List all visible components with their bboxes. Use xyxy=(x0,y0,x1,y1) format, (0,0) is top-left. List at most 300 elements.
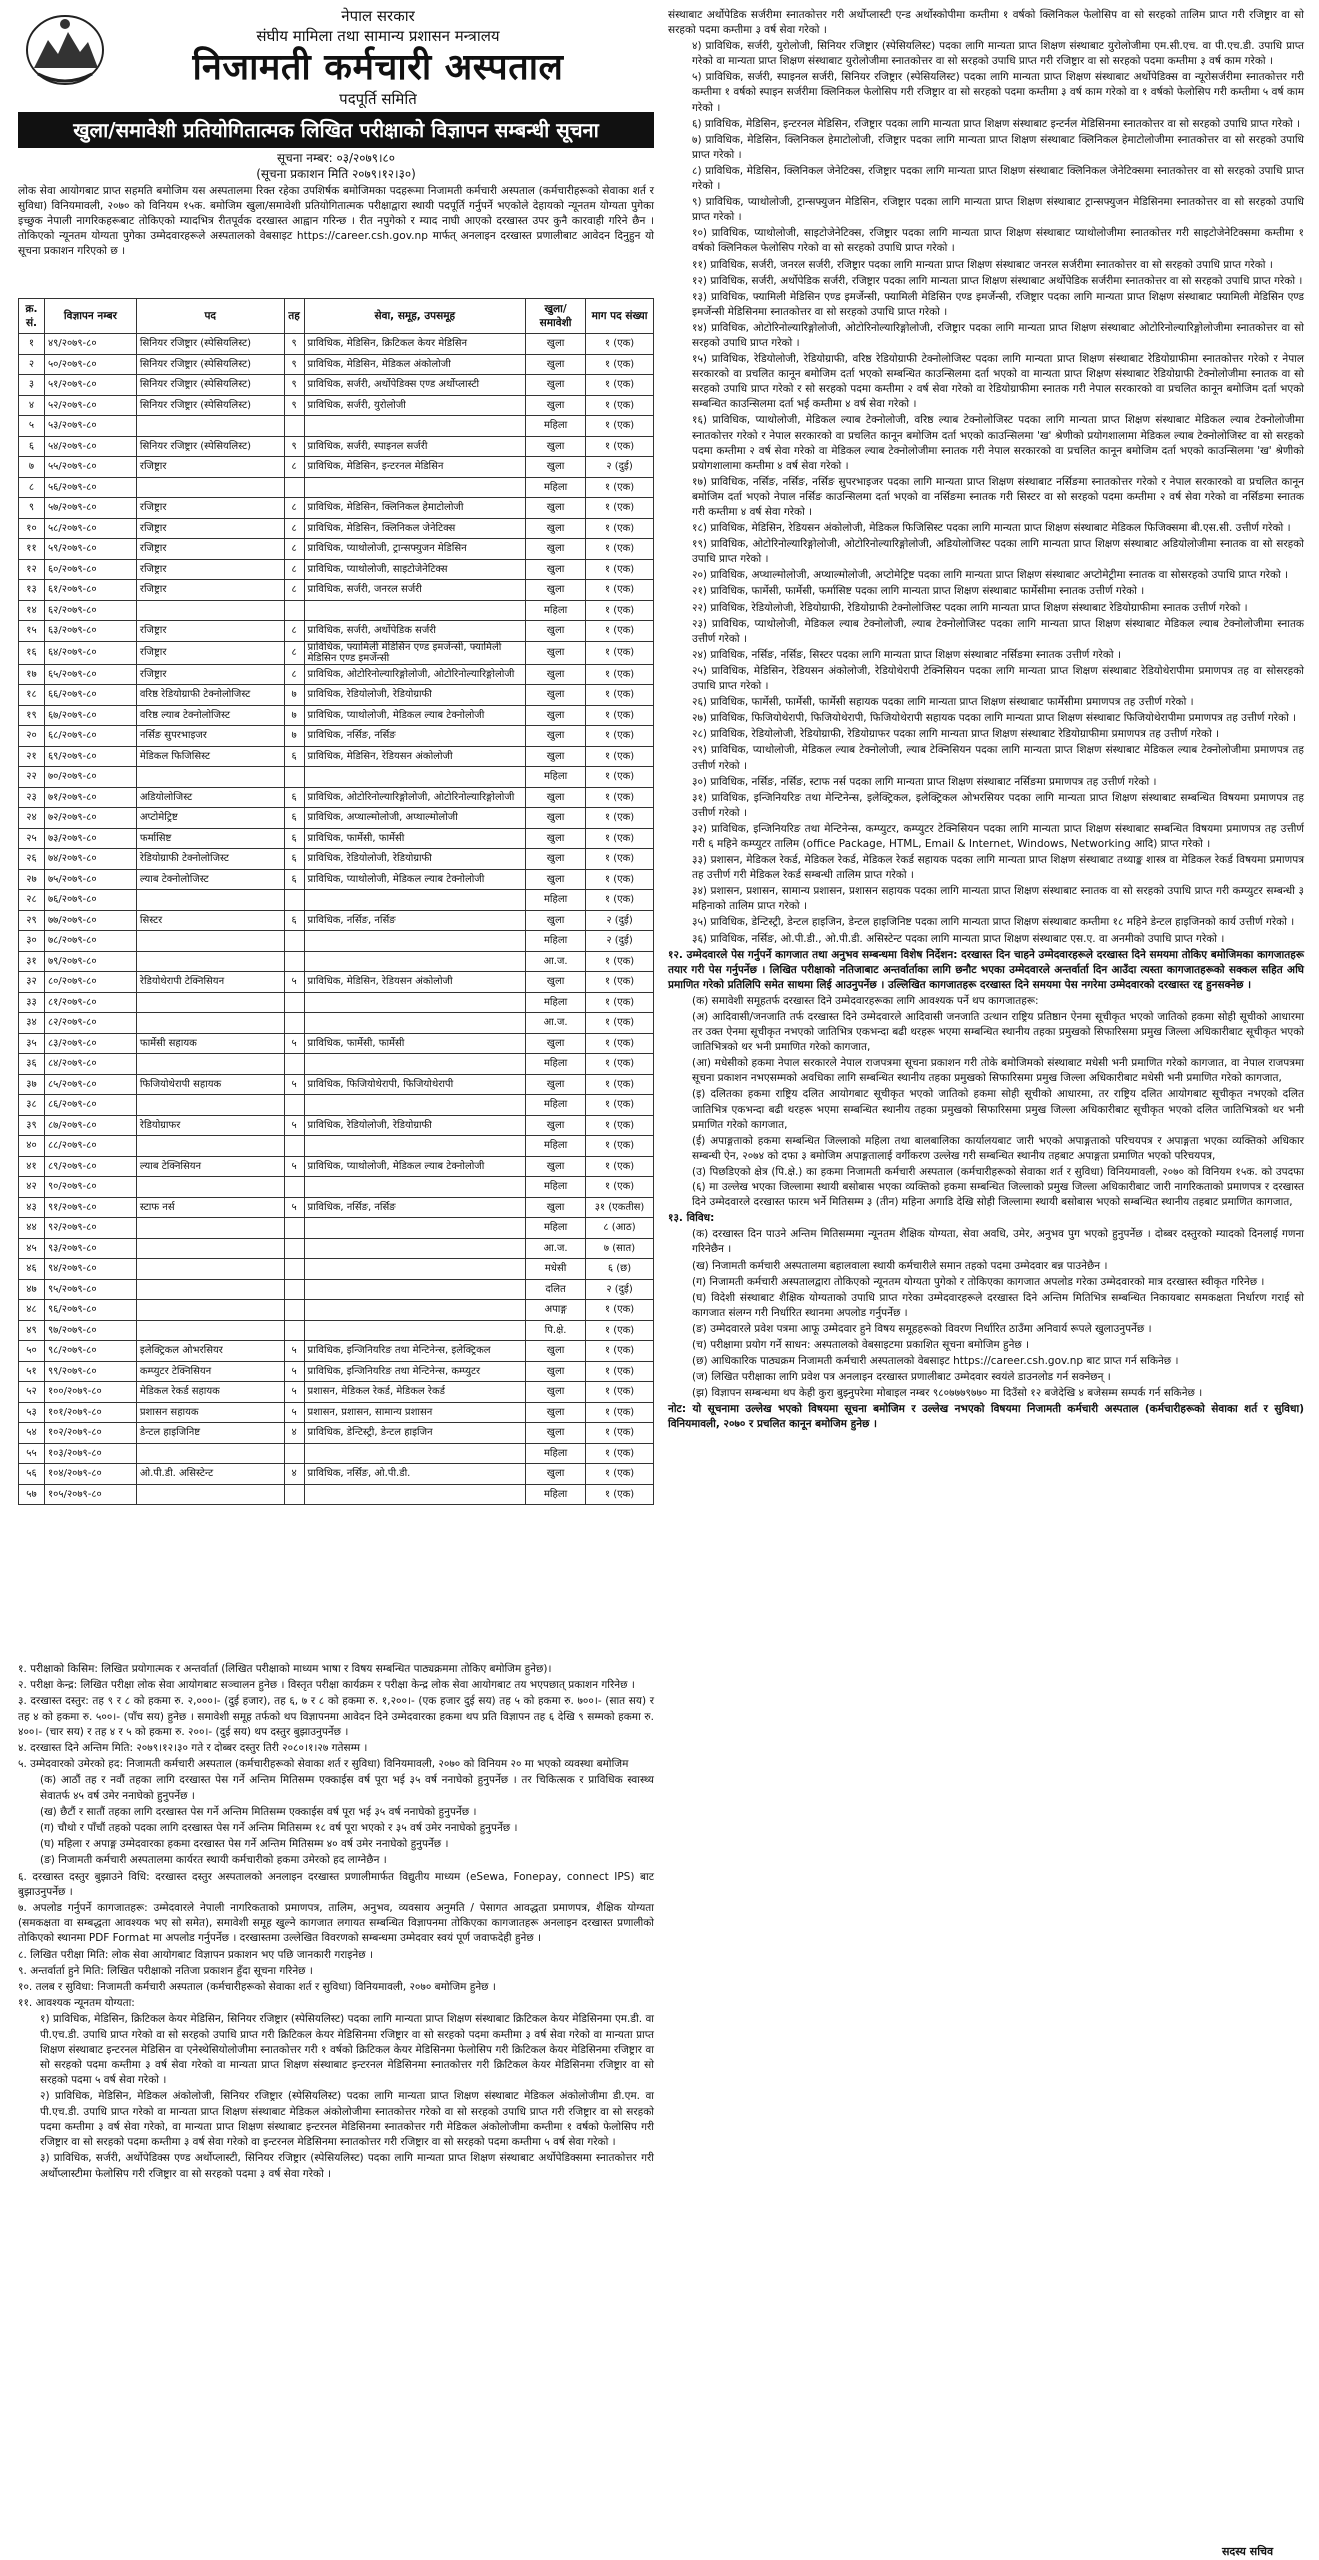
table-cell: अप्टोमेट्रिष्ट xyxy=(136,808,284,829)
left-section-paragraph: २) प्राविधिक, मेडिसिन, मेडिकल अंकोलोजी, सिनियर रजिष्ट्रार (स्पेसियलिस्ट) पदका लागि मान्यता प्राप्त शिक्षण संस्थाबाट मेडिकल अंकोलोजीमा डी.एम. वा पी.एच.डी. उपाधि प्राप्त गरेको वा मान्यता प्राप्त शिक्षण संस्थाबाट मेडिकल अंकोलोजीमा स्नातकोत्तर गरेको वा सो सरहको उपाधि प्राप्त गरी रजिष्ट्रार वा सो सरहको पदमा कम्तीमा ३ वर्ष सेवा गरेको, वा मान्यता प्राप्त शिक्षण संस्थाबाट इन्टरनल मेडिसिनमा स्नातकोत्तर गरी मेडिकल अंकोलोजीमा कम्तीमा १ वर्षको फेलोसिप गरी रजिष्ट्रार वा सो सरहको पदमा कम्तीमा ३ वर्ष सेवा गरेको वा इन्टरनल मेडिसिनमा स्नातकोत्तर गरी रजिष्ट्रार वा सो सरहको पदमा कम्तीमा ५ वर्ष सेवा गरेको । xyxy=(40,2090,654,2149)
table-cell: प्राविधिक, नर्सिङ, नर्सिङ xyxy=(304,1197,526,1218)
table-cell: १ (एक) xyxy=(586,951,654,972)
table-row xyxy=(19,685,654,706)
table-cell: खुला xyxy=(526,539,586,560)
table-cell: १ (एक) xyxy=(586,1177,654,1198)
table-cell: रजिष्ट्रार xyxy=(136,664,284,685)
table-cell xyxy=(304,951,526,972)
table-cell: १०१/२०७९-८० xyxy=(44,1402,136,1423)
right-section-paragraph: १६) प्राविधिक, प्याथोलोजी, मेडिकल ल्याब टेक्नोलोजी, वरिष्ठ ल्याब टेक्नोलोजिस्ट पदका लागि मान्यता प्राप्त शिक्षण संस्थाबाट मेडिकल ल्याब टेक्नोलोजीमा स्नातकोत्तर गरेको र नेपाल सरकारको वा प्रचलित कानून बमोजिम दर्ता भएको काउन्सिलमा 'ख' श्रेणीको प्रयोगशालामा मेडिकल ल्याब टेक्नोलोजिस्ट वा सो सरहको पदमा कम्तीमा २ वर्ष सेवा गरेको वा मेडिकल ल्याब टेक्नोलोजीमा स्नातक गरी नेपाल सरकारको वा प्रचलित कानून बमोजिम दर्ता भएको काउन्सिलमा 'ख' श्रेणीको प्रयोगशालामा कम्तीमा ४ वर्ष सेवा गरेको । xyxy=(692,414,1304,472)
right-section-paragraph: २५) प्राविधिक, मेडिसिन, रेडियसन अंकोलोजी, रेडियोथेरापी टेक्निसियन पदका लागि मान्यता प्राप्त शिक्षण संस्थाबाट रेडियोथेरापीमा प्रमाणपत्र तह वा सोसरहको उपाधि प्राप्त गरेको । xyxy=(692,664,1304,693)
table-row xyxy=(19,1054,654,1075)
left-section-paragraph: ११. आवश्यक न्यूनतम योग्यता: xyxy=(18,1997,135,2010)
col-header: सेवा, समूह, उपसमूह xyxy=(304,299,526,334)
table-cell: ५७ xyxy=(19,1484,45,1505)
table-row xyxy=(19,1361,654,1382)
table-cell: ५६/२०७९-८० xyxy=(44,477,136,498)
table-cell xyxy=(304,931,526,952)
table-row xyxy=(19,910,654,931)
table-cell: ८३/२०७९-८० xyxy=(44,1033,136,1054)
table-cell: ५२/२०७९-८० xyxy=(44,395,136,416)
table-cell: १ (एक) xyxy=(586,1464,654,1485)
right-section-paragraph: २९) प्राविधिक, प्याथोलोजी, मेडिकल ल्याब टेक्नोलोजी, ल्याब टेक्निसियन पदका लागि मान्यता प्राप्त शिक्षण संस्थाबाट मेडिकल ल्याब टेक्नोलोजीमा प्रमाणपत्र तह उत्तीर्ण गरेको । xyxy=(692,744,1304,772)
right-section-paragraph: ३२) प्राविधिक, इन्जिनियरिङ तथा मेन्टिनेन्स, कम्प्युटर, कम्प्युटर टेक्निसियन पदका लागि मान्यता प्राप्त शिक्षण संस्थाबाट सम्बन्धित विषयमा प्रमाणपत्र तह उत्तीर्ण गरी ६ महिने कम्प्युटर तालिम (office Package, HTML, Email & Internet, Windows, Networking आदि) प्राप्त गरेको । xyxy=(692,822,1304,850)
table-cell: ६९/२०७९-८० xyxy=(44,746,136,767)
table-cell: ५० xyxy=(19,1341,45,1362)
table-cell: खुला xyxy=(526,1033,586,1054)
table-cell xyxy=(136,931,284,952)
table-cell: फिजियोथेरापी सहायक xyxy=(136,1074,284,1095)
table-cell: प्राविधिक, फ्यामिली मेडिसिन एण्ड इमर्जेन्सी, फ्यामिली मेडिसिन एण्ड इमर्जेन्सी xyxy=(304,641,526,664)
right-section-paragraph: १२) प्राविधिक, सर्जरी, अर्थोपेडिक सर्जरी, रजिष्ट्रार पदका लागि मान्यता प्राप्त शिक्षण संस्थाबाट अर्थोपेडिक सर्जरीमा स्नातकोत्तर वा सो सरहको उपाधि प्राप्त गरेको । xyxy=(692,274,1303,287)
table-cell: प्राविधिक, नर्सिङ, ओ.पी.डी. xyxy=(304,1464,526,1485)
table-cell: २६ xyxy=(19,849,45,870)
table-cell: ४८ xyxy=(19,1300,45,1321)
table-cell: १ (एक) xyxy=(586,580,654,601)
table-cell: ५ xyxy=(284,1074,304,1095)
right-section-paragraph: २४) प्राविधिक, नर्सिङ, नर्सिङ, सिस्टर पदका लागि मान्यता प्राप्त शिक्षण संस्थाबाट नर्सिङमा स्नातक उत्तीर्ण गरेको । xyxy=(692,648,1121,661)
table-row xyxy=(19,808,654,829)
table-cell: महिला xyxy=(526,767,586,788)
table-cell: ३९ xyxy=(19,1115,45,1136)
table-cell: १०३/२०७९-८० xyxy=(44,1443,136,1464)
table-row xyxy=(19,890,654,911)
table-cell: प्राविधिक, इन्जिनियरिङ तथा मेन्टिनेन्स, कम्प्युटर xyxy=(304,1361,526,1382)
right-section-paragraph: (क) समावेशी समूहतर्फ दरखास्त दिने उम्मेदवारहरूका लागि आवश्यक पर्ने थप कागजातहरू: xyxy=(692,994,1039,1007)
col-header: माग पद संख्या xyxy=(586,299,654,334)
right-section-paragraph: ५) प्राविधिक, सर्जरी, स्पाइनल सर्जरी, सिनियर रजिष्ट्रार (स्पेसियलिस्ट) पदका लागि मान्यता प्राप्त शिक्षण संस्थाबाट अर्थोपेडिक्स वा न्यूरोसर्जरीमा स्नातकोत्तर गरी कम्तीमा १ वर्षको स्पाइन सर्जरीमा क्लिनिकल फेलोसिप गरी रजिष्ट्रार वा सो सरहको पदमा कम्तीमा ३ वर्ष काम गरेको वा १ वर्षको फेलोसिप गरी कम्तीमा ५ वर्ष काम गरेको । xyxy=(692,71,1304,114)
table-cell: प्राविधिक, मेडिसिन, रेडियसन अंकोलोजी xyxy=(304,972,526,993)
table-cell: ६ xyxy=(284,869,304,890)
right-section-paragraph: ७) प्राविधिक, मेडिसिन, क्लिनिकल हेमाटोलोजी, रजिष्ट्रार पदका लागि मान्यता प्राप्त शिक्षण संस्थाबाट क्लिनिकल हेमाटोलोजीमा स्नातकोत्तर वा सो सरहको उपाधि प्राप्त गरेको । xyxy=(692,133,1304,161)
table-cell: १ (एक) xyxy=(586,1033,654,1054)
table-cell xyxy=(136,1054,284,1075)
table-row xyxy=(19,972,654,993)
table-cell: ६८/२०७९-८० xyxy=(44,726,136,747)
table-cell: ५४/२०७९-८० xyxy=(44,436,136,457)
table-cell: ६०/२०७९-८० xyxy=(44,559,136,580)
table-cell xyxy=(136,1013,284,1034)
table-cell xyxy=(136,600,284,621)
table-cell xyxy=(284,416,304,437)
table-cell: ५ xyxy=(284,1156,304,1177)
table-cell: रजिष्ट्रार xyxy=(136,457,284,478)
right-section-paragraph: ३५) प्राविधिक, डेन्टिस्ट्री, डेन्टल हाइजिन, डेन्टल हाइजिनिष्ट पदका लागि मान्यता प्राप्त शिक्षण संस्थाबाट कम्तीमा १८ महिने डेन्टल हाइजिनको कार्य उत्तीर्ण गरेको । xyxy=(692,916,1295,929)
table-cell: १ (एक) xyxy=(586,787,654,808)
table-cell: २३ xyxy=(19,787,45,808)
table-cell: खुला xyxy=(526,375,586,396)
table-cell: खुला xyxy=(526,436,586,457)
table-cell: महिला xyxy=(526,1054,586,1075)
table-cell xyxy=(304,600,526,621)
posts-table-body xyxy=(19,334,654,1505)
table-cell: खुला xyxy=(526,1074,586,1095)
table-cell xyxy=(284,1013,304,1034)
table-cell: प्राविधिक, प्याथोलोजी, ट्रान्सफ्युजन मेडिसिन xyxy=(304,539,526,560)
right-section-paragraph: ९) प्राविधिक, प्याथोलोजी, ट्रान्सफ्युजन मेडिसिन, रजिष्ट्रार पदका लागि मान्यता प्राप्त शिक्षण संस्थाबाट ट्रान्सफ्युजन मेडिसिनमा स्नातकोत्तर वा सो सरहको उपाधि प्राप्त गरेको । xyxy=(692,196,1304,224)
left-section-paragraph: २. परीक्षा केन्द्र: लिखित परीक्षा लोक सेवा आयोगबाट सञ्चालन हुनेछ । विस्तृत परीक्षा कार्यक्रम र परीक्षा केन्द्र लोक सेवा आयोगबाट तय भएपछात् प्रकाशन गरिनेछ । xyxy=(18,1679,635,1692)
left-section-paragraph: १०. तलब र सुविधा: निजामती कर्मचारी अस्पताल (कर्मचारीहरूको सेवाका शर्त र सुविधा) विनियमावली, २०७० बमोजिम हुनेछ । xyxy=(18,1981,496,1994)
table-cell: कम्प्युटर टेक्निसियन xyxy=(136,1361,284,1382)
table-cell: प्राविधिक, मेडिसिन, मेडिकल अंकोलोजी xyxy=(304,354,526,375)
left-section-paragraph: ७. अपलोड गर्नुपर्ने कागजातहरू: उम्मेदवारले नेपाली नागरिकताको प्रमाणपत्र, तालिम, अनुभव, व्यवसाय अनुमति / पेसागत आवद्धता प्रमाणपत्र, शैक्षिक योग्यता (समकक्षता वा सम्बद्धता आवश्यक भए सो समेत), समावेशी समूह खुल्ने कागजात लगायत सम्बन्धित विज्ञापनमा तोकिएका कागजातहरू अनलाइन दरखास्त प्रणालीको तोकिएको स्थानमा PDF Format मा अपलोड गर्नुपर्नेछ । दरखास्तमा उल्लेखित विवरणको सम्बन्धमा उम्मेदवार स्वयं पूर्ण जवाफदेही हुनेछ । xyxy=(18,1902,654,1945)
table-cell: १०५/२०७९-८० xyxy=(44,1484,136,1505)
table-cell: फर्मासिष्ट xyxy=(136,828,284,849)
table-cell: महिला xyxy=(526,600,586,621)
table-cell: डेन्टल हाइजिनिष्ट xyxy=(136,1423,284,1444)
table-cell: ७१/२०७९-८० xyxy=(44,787,136,808)
table-cell: ३७ xyxy=(19,1074,45,1095)
table-cell: ७८/२०७९-८० xyxy=(44,931,136,952)
table-cell: १ (एक) xyxy=(586,1320,654,1341)
right-section-paragraph: (झ) विज्ञापन सम्बन्धमा थप केही कुरा बुझ्नुपरेमा मोबाइल नम्बर ९८०७७७९७७० मा दिउँसो १२ बजेदेखि ४ बजेसम्म सम्पर्क गर्न सकिनेछ । xyxy=(692,1387,1203,1400)
table-row xyxy=(19,787,654,808)
table-cell: १८ xyxy=(19,685,45,706)
table-cell: प्राविधिक, सर्जरी, अर्थोपेडिक सर्जरी xyxy=(304,621,526,642)
table-cell: ५७/२०७९-८० xyxy=(44,498,136,519)
table-cell: ८ xyxy=(284,498,304,519)
table-cell: १२ xyxy=(19,559,45,580)
table-cell: १ (एक) xyxy=(586,685,654,706)
left-section-paragraph: (ङ) निजामती कर्मचारी अस्पतालमा कार्यरत स्थायी कर्मचारीको हकमा उमेरको हद लाग्नेछैन । xyxy=(40,1854,387,1867)
table-cell: प्राविधिक, प्याथोलोजी, मेडिकल ल्याब टेक्नोलोजी xyxy=(304,869,526,890)
table-cell xyxy=(304,767,526,788)
table-cell: खुला xyxy=(526,869,586,890)
table-cell: ४४ xyxy=(19,1218,45,1239)
table-cell: प्राविधिक, सर्जरी, जनरल सर्जरी xyxy=(304,580,526,601)
table-cell: प्राविधिक, सर्जरी, युरोलोजी xyxy=(304,395,526,416)
table-cell: ५ xyxy=(284,1361,304,1382)
right-section-paragraph: २१) प्राविधिक, फार्मेसी, फार्मेसी, फर्मासिष्ट पदका लागि मान्यता प्राप्त शिक्षण संस्थाबाट फार्मेसीमा स्नातक उत्तीर्ण गरेको । xyxy=(692,585,1145,598)
table-cell: खुला xyxy=(526,705,586,726)
table-cell xyxy=(136,992,284,1013)
right-section-paragraph: (आ) मधेसीको हकमा नेपाल सरकारले नेपाल राजपत्रमा सूचना प्रकाशन गरी तोके बमोजिमको संस्थाबाट मधेसी भनी प्रमाणित गरेको कागजात, वा नेपाल राजपत्रमा सूचना प्रकाशन नभएसम्मको अवधिका लागि सम्बन्धित स्थानीय तहका प्रमुखको सिफारिसमा प्रमुख जिल्ला अधिकारीबाट मधेसी भनी प्रमाणित गरेको कागजात, xyxy=(692,1057,1304,1085)
table-row xyxy=(19,539,654,560)
committee-name: पदपूर्ति समिति xyxy=(339,90,417,108)
table-row xyxy=(19,828,654,849)
right-section-paragraph: २०) प्राविधिक, अप्थाल्मोलोजी, अप्थाल्मोलोजी, अप्टोमेट्रिष्ट पदका लागि मान्यता प्राप्त शिक्षण संस्थाबाट अप्टोमेट्रीमा स्नातक वा सोसरहको उपाधि प्राप्त गरेको । xyxy=(692,569,1289,582)
table-cell: १६ xyxy=(19,641,45,664)
table-cell xyxy=(136,1238,284,1259)
table-cell: रेडियोग्राफी टेक्नोलोजिस्ट xyxy=(136,849,284,870)
table-cell: ८ xyxy=(284,641,304,664)
table-cell xyxy=(304,1095,526,1116)
table-cell xyxy=(136,477,284,498)
table-cell: १३ xyxy=(19,580,45,601)
table-cell: ५ xyxy=(19,416,45,437)
table-cell: ८२/२०७९-८० xyxy=(44,1013,136,1034)
table-row xyxy=(19,600,654,621)
table-cell: १ (एक) xyxy=(586,436,654,457)
table-cell: १ (एक) xyxy=(586,972,654,993)
table-row xyxy=(19,1197,654,1218)
table-cell xyxy=(284,600,304,621)
table-cell: प्रशासन, मेडिकल रेकर्ड, मेडिकल रेकर्ड xyxy=(304,1382,526,1403)
table-row xyxy=(19,1402,654,1423)
right-section-paragraph: ६) प्राविधिक, मेडिसिन, इन्टरनल मेडिसिन, रजिष्ट्रार पदका लागि मान्यता प्राप्त शिक्षण संस्थाबाट इन्टर्नल मेडिसिनमा स्नातकोत्तर वा सो सरहको उपाधि प्राप्त गरेको । xyxy=(692,117,1301,130)
table-cell xyxy=(304,1054,526,1075)
table-row xyxy=(19,1238,654,1259)
table-cell: १ (एक) xyxy=(586,621,654,642)
table-row xyxy=(19,416,654,437)
table-cell: प्राविधिक, मेडिसिन, रेडियसन अंकोलोजी xyxy=(304,746,526,767)
table-cell xyxy=(136,1177,284,1198)
table-cell: ७७/२०७९-८० xyxy=(44,910,136,931)
table-cell: फार्मेसी सहायक xyxy=(136,1033,284,1054)
table-cell: ५ xyxy=(284,1197,304,1218)
table-cell: खुला xyxy=(526,457,586,478)
table-cell: ७ xyxy=(284,726,304,747)
notice-number-block xyxy=(18,150,654,182)
table-cell: खुला xyxy=(526,1423,586,1444)
table-cell xyxy=(304,1320,526,1341)
table-cell: खुला xyxy=(526,828,586,849)
table-cell: ६ xyxy=(284,828,304,849)
table-cell: अडियोलोजिस्ट xyxy=(136,787,284,808)
table-cell xyxy=(284,1095,304,1116)
right-section-paragraph: (ज) लिखित परीक्षाका लागि प्रवेश पत्र अनलाइन दरखास्त प्रणालीबाट उम्मेदवार स्वयंले डाउनलोड गर्न सक्नेछन् । xyxy=(692,1371,1111,1384)
table-cell xyxy=(304,1136,526,1157)
table-row xyxy=(19,931,654,952)
note-paragraph: नोट: यो सूचनामा उल्लेख भएको विषयमा सूचना बमोजिम र उल्लेख नभएको विषयमा निजामती कर्मचारी अस्पताल (कर्मचारीहरूको सेवाका शर्त र सुविधा) विनियमावली, २०७० र प्रचलित कानून बमोजिम हुनेछ । xyxy=(668,1403,1304,1431)
table-row xyxy=(19,498,654,519)
table-cell: प्राविधिक, प्याथोलोजी, साइटोजेनेटिक्स xyxy=(304,559,526,580)
table-cell: ८५/२०७९-८० xyxy=(44,1074,136,1095)
table-cell xyxy=(284,1484,304,1505)
table-cell: १ (एक) xyxy=(586,518,654,539)
table-cell: ९९/२०७९-८० xyxy=(44,1361,136,1382)
table-cell: १७ xyxy=(19,664,45,685)
table-cell: ९ xyxy=(19,498,45,519)
table-cell xyxy=(304,1013,526,1034)
table-cell: २ (दुई) xyxy=(586,910,654,931)
table-cell xyxy=(304,477,526,498)
table-cell: ९६/२०७९-८० xyxy=(44,1300,136,1321)
table-row xyxy=(19,746,654,767)
hospital-name: निजामती कर्मचारी अस्पताल xyxy=(192,47,564,88)
table-cell: ओ.पी.डी. असिस्टेन्ट xyxy=(136,1464,284,1485)
left-section-paragraph: ३. दरखास्त दस्तुर: तह ९ र ८ को हकमा रु. २,०००।- (दुई हजार), तह ६, ७ र ८ को हकमा रु. १,२००।- (एक हजार दुई सय) तह ५ को हकमा रु. ७००।- (सात सय) र तह ४ को हकमा रु. ५००।- (पाँच सय) हुनेछ । समावेशी समूह तर्फको थप विज्ञापनमा आवेदन दिने उम्मेदवारका हकमा थप प्रति विज्ञापन तह ६ देखि ९ सम्मको हकमा रु. ४००।- (चार सय) र तह ४ र ५ को हकमा रु. २००।- (दुई सय) थप दस्तुर बुझाउनुपर्नेछ । xyxy=(18,1695,654,1738)
table-cell: १ (एक) xyxy=(586,477,654,498)
table-row xyxy=(19,518,654,539)
left-section-paragraph: १. परीक्षाको किसिम: लिखित प्रयोगात्मक र अन्तर्वार्ता (लिखित परीक्षाको माध्यम भाषा र विषय सम्बन्धित पाठ्यक्रममा तोकिए बमोजिम हुनेछ)। xyxy=(18,1663,552,1675)
table-cell: इलेक्ट्रिकल ओभरसियर xyxy=(136,1341,284,1362)
table-cell: खुला xyxy=(526,354,586,375)
table-cell: महिला xyxy=(526,416,586,437)
table-cell: ७४/२०७९-८० xyxy=(44,849,136,870)
table-cell xyxy=(304,1238,526,1259)
table-cell: मेडिकल फिजिसिस्ट xyxy=(136,746,284,767)
table-cell: खुला xyxy=(526,1464,586,1485)
table-cell: स्टाफ नर्स xyxy=(136,1197,284,1218)
left-section-paragraph: १) प्राविधिक, मेडिसिन, क्रिटिकल केयर मेडिसिन, सिनियर रजिष्ट्रार (स्पेसियलिस्ट) पदका लागि मान्यता प्राप्त शिक्षण संस्थाबाट क्रिटिकल केयर मेडिसिनमा एम.डी. वा पी.एच.डी. उपाधि प्राप्त गरेको वा सो सरहको उपाधि प्राप्त गरी क्रिटिकल केयर मेडिसिनमा रजिष्ट्रार वा सो सरहको पदमा कम्तीमा ३ वर्ष सेवा गरेको वा मान्यता प्राप्त शिक्षण संस्थाबाट इन्टरनल मेडिसिन वा एनेस्थेसियोलोजीमा स्नातकोत्तर गरी १ वर्षको क्रिटिकल केयर मेडिसिनमा फेलोसिप गरी क्रिटिकल केयर मेडिसिनमा रजिष्ट्रार वा सो सरहको पदमा कम्तीमा ३ वर्ष सेवा गरेको वा मान्यता प्राप्त शिक्षण संस्थाबाट इन्टरनल मेडिसिनमा स्नातकोत्तर गरी क्रिटिकल केयर मेडिसिनमा रजिष्ट्रार वा सो सरहको पदमा ५ वर्ष सेवा गरेको । xyxy=(40,2013,654,2087)
table-cell: नर्सिङ सुपरभाइजर xyxy=(136,726,284,747)
table-cell: खुला xyxy=(526,787,586,808)
table-cell: महिला xyxy=(526,1484,586,1505)
right-section-paragraph: (उ) पिछडिएको क्षेत्र (पि.क्षे.) का हकमा निजामती कर्मचारी अस्पताल (कर्मचारीहरूको सेवाका शर्त र सुविधा) विनियमावली, २०७० को विनियम १५क. को उपदफा (६) मा उल्लेख भएका जिल्लामा स्थायी बसोबास भएका व्यक्तिको हकमा सम्बन्धित जिल्लाको प्रमुख जिल्ला अधिकारीबाट जारी नागरिकताको प्रमाणपत्र र दरखास्त दिने उम्मेदवारले दरखास्त फारम भर्ने मितिसम्म ३ (तीन) महिना अगाडि देखि सोही जिल्लामा स्थायी बसोबास भएको सम्बन्धित स्थानीय तहबाट प्रमाणित कागजात, xyxy=(692,1165,1304,1209)
table-row xyxy=(19,1382,654,1403)
table-cell xyxy=(284,992,304,1013)
table-cell: खुला xyxy=(526,559,586,580)
table-row xyxy=(19,1341,654,1362)
table-cell: वरिष्ठ रेडियोग्राफी टेक्नोलोजिस्ट xyxy=(136,685,284,706)
right-section-paragraph: २२) प्राविधिक, रेडियोलोजी, रेडियोग्राफी, रेडियोग्राफी टेक्नोलोजिस्ट पदका लागि मान्यता प्राप्त शिक्षण संस्थाबाट रेडियोग्राफीमा स्नातक उत्तीर्ण गरेको । xyxy=(692,601,1248,614)
table-cell: ९२/२०७९-८० xyxy=(44,1218,136,1239)
right-section-paragraph: ८) प्राविधिक, मेडिसिन, क्लिनिकल जेनेटिक्स, रजिष्ट्रार पदका लागि मान्यता प्राप्त शिक्षण संस्थाबाट क्लिनिकल जेनेटिक्समा स्नातकोत्तर वा सो सरहको उपाधि प्राप्त गरेको । xyxy=(692,164,1304,193)
table-cell xyxy=(284,1238,304,1259)
table-row xyxy=(19,395,654,416)
table-cell: ४७ xyxy=(19,1279,45,1300)
intro-paragraph: लोक सेवा आयोगबाट प्राप्त सहमति बमोजिम यस अस्पतालमा रिक्त रहेका उपशिर्षक बमोजिमका पदहरूमा निजामती कर्मचारी अस्पताल (कर्मचारीहरूको सेवाका शर्त र सुविधा) विनियमावली, २०७० को विनियम १५क. बमोजिम खुला/समावेशी प्रतियोगितात्मक परीक्षाद्वारा स्थायी पदपूर्ति गर्नुपर्ने भएकोले देहायको न्यूनतम योग्यता पुगेका इच्छुक नेपाली नागरिकहरूबाट तोकिएको म्यादभित्र रीतपूर्वक दरखास्त आह्वान गरिन्छ । रीत नपुगेको र म्याद नाघी आएको दरखास्त उपर कुनै कारवाही गरिने छैन । तोकिएको न्यूनतम योग्यता पुगेका उम्मेदवारहरूले अस्पतालको वेबसाइट https://career.csh.gov.np मार्फत् अनलाइन दरखास्त प्रणालीबाट आवेदन दिनुहुन यो सूचना प्रकाशन गरिएको छ । xyxy=(18,185,654,257)
table-cell: ३८ xyxy=(19,1095,45,1116)
table-cell: ९ xyxy=(284,395,304,416)
table-cell: ७३/२०७९-८० xyxy=(44,828,136,849)
table-cell xyxy=(136,890,284,911)
table-row xyxy=(19,1279,654,1300)
table-cell xyxy=(304,1484,526,1505)
table-row xyxy=(19,1156,654,1177)
left-sections xyxy=(18,1662,654,2183)
table-cell: प्राविधिक, अप्थाल्मोलोजी, अप्थाल्मोलोजी xyxy=(304,808,526,829)
table-cell: ९ xyxy=(284,354,304,375)
table-cell xyxy=(136,1095,284,1116)
table-cell: ५१/२०७९-८० xyxy=(44,375,136,396)
notice-header xyxy=(18,6,653,114)
table-cell: १ xyxy=(19,334,45,355)
table-cell: मधेसी xyxy=(526,1259,586,1280)
table-cell: खुला xyxy=(526,1156,586,1177)
right-section-paragraph: १५) प्राविधिक, रेडियोलोजी, रेडियोग्राफी, वरिष्ठ रेडियोग्राफी टेक्नोलोजिस्ट पदका लागि मान्यता प्राप्त शिक्षण संस्थाबाट रेडियोग्राफीमा स्नातकोत्तर गरेको र नेपाल सरकारको वा प्रचलित कानून बमोजिम दर्ता भएको सम्बन्धित काउन्सिलमा दर्ता भएको वा मान्यता प्राप्त शिक्षण संस्थाबाट रेडियोग्राफी टेक्नोलोजीमा स्नातक वा सो सरहको उपाधि प्राप्त गरेको र सो सरहको पदमा कम्तीमा २ वर्ष सेवा गरेको वा रेडियोग्राफीमा स्नातक गरी नेपाल सरकारको वा प्रचलित कानून बमोजिम दर्ता भएको सम्बन्धित काउन्सिलमा दर्ता भई कम्तीमा ४ वर्ष सेवा गरेको । xyxy=(692,353,1304,411)
right-section-paragraph: (क) दरखास्त दिन पाउने अन्तिम मितिसम्ममा न्यूनतम शैक्षिक योग्यता, सेवा अवधि, उमेर, अनुभव पुग भएको हुनुपर्नेछ । दोब्बर दस्तुरको म्यादको दिनलाई गणना गरिनेछैन । xyxy=(692,1228,1304,1256)
table-cell: १ (एक) xyxy=(586,1361,654,1382)
table-row xyxy=(19,664,654,685)
table-cell: ६६/२०७९-८० xyxy=(44,685,136,706)
table-cell xyxy=(284,767,304,788)
table-cell: ५ xyxy=(284,1402,304,1423)
ministry-name: संघीय मामिला तथा सामान्य प्रशासन मन्त्रालय xyxy=(256,27,500,45)
table-cell: ८ xyxy=(284,559,304,580)
table-cell: खुला xyxy=(526,685,586,706)
table-cell: ल्याब टेक्नोलोजिस्ट xyxy=(136,869,284,890)
table-cell: प्राविधिक, रेडियोलोजी, रेडियोग्राफी xyxy=(304,685,526,706)
table-cell: खुला xyxy=(526,1382,586,1403)
table-cell: आ.ज. xyxy=(526,951,586,972)
table-cell: आ.ज. xyxy=(526,1238,586,1259)
table-cell xyxy=(304,1279,526,1300)
table-cell: १ (एक) xyxy=(586,808,654,829)
table-cell: ७ xyxy=(19,457,45,478)
table-cell: ९७/२०७९-८० xyxy=(44,1320,136,1341)
table-cell: ५९/२०७९-८० xyxy=(44,539,136,560)
table-cell: सिनियर रजिष्ट्रार (स्पेसियलिस्ट) xyxy=(136,436,284,457)
table-cell: १ (एक) xyxy=(586,1484,654,1505)
right-section-paragraph: (छ) आधिकारिक पाठ्यक्रम निजामती कर्मचारी अस्पतालको वेबसाइट https://career.csh.gov.np बाट प्राप्त गर्न सकिनेछ । xyxy=(692,1355,1179,1368)
table-row xyxy=(19,641,654,664)
table-cell: ३६ xyxy=(19,1054,45,1075)
col-header: खुला/ समावेशी xyxy=(526,299,586,334)
table-cell: १ (एक) xyxy=(586,1074,654,1095)
table-cell: ६ (छ) xyxy=(586,1259,654,1280)
table-cell xyxy=(284,890,304,911)
table-cell: प्रशासन, प्रशासन, सामान्य प्रशासन xyxy=(304,1402,526,1423)
table-cell xyxy=(284,1054,304,1075)
left-section-paragraph: (ख) छैटौं र सातौं तहका लागि दरखास्त पेस गर्ने अन्तिम मितिसम्म एक्काईस वर्ष पूरा भई ३५ वर्ष ननाघेको हुनुपर्नेछ । xyxy=(40,1805,477,1818)
table-cell xyxy=(136,1136,284,1157)
table-cell: ९०/२०७९-८० xyxy=(44,1177,136,1198)
table-cell: १ (एक) xyxy=(586,395,654,416)
table-cell: रजिष्ट्रार xyxy=(136,518,284,539)
table-row xyxy=(19,580,654,601)
table-cell: खुला xyxy=(526,395,586,416)
table-cell xyxy=(284,1177,304,1198)
table-cell: ८ xyxy=(284,580,304,601)
table-cell: रजिष्ट्रार xyxy=(136,580,284,601)
table-cell: ५२ xyxy=(19,1382,45,1403)
table-cell: ८१/२०७९-८० xyxy=(44,992,136,1013)
left-section-paragraph: (क) आठौं तह र नवौं तहका लागि दरखास्त पेस गर्ने अन्तिम मितिसम्म एक्काईस वर्ष पूरा भई ३५ वर्ष ननाघेको हुनुपर्नेछ । तर चिकित्सक र प्राविधिक स्वास्थ्य सेवातर्फ ४५ वर्ष उमेर ननाघेको हुनुपर्नेछ । xyxy=(40,1774,654,1802)
table-cell xyxy=(136,1259,284,1280)
table-row xyxy=(19,1136,654,1157)
table-cell: ४० xyxy=(19,1136,45,1157)
table-row xyxy=(19,1074,654,1095)
col-header: पद xyxy=(136,299,284,334)
table-cell xyxy=(136,951,284,972)
col-header: तह xyxy=(284,299,304,334)
table-row xyxy=(19,457,654,478)
table-cell: ५०/२०७९-८० xyxy=(44,354,136,375)
table-cell: ९ xyxy=(284,436,304,457)
table-cell: खुला xyxy=(526,1197,586,1218)
table-cell: ८ xyxy=(284,518,304,539)
right-section-paragraph: ३४) प्रशासन, प्रशासन, सामान्य प्रशासन, प्रशासन सहायक पदका लागि मान्यता प्राप्त शिक्षण संस्थाबाट स्नातक वा सो सरहको उपाधि प्राप्त गरी कम्प्युटर सम्बन्धी ३ महिनाको तालिम प्राप्त गरेको । xyxy=(692,885,1304,913)
right-section-paragraph: २७) प्राविधिक, फिजियोथेरापी, फिजियोथेरापी, फिजियोथेरापी सहायक पदका लागि मान्यता प्राप्त शिक्षण संस्थाबाट फिजियोथेरापीमा प्रमाणपत्र तह उत्तीर्ण गरेको । xyxy=(692,712,1297,725)
table-cell: २२ xyxy=(19,767,45,788)
table-cell xyxy=(136,1218,284,1239)
right-section-paragraph: १०) प्राविधिक, प्याथोलोजी, साइटोजेनेटिक्स, रजिष्ट्रार पदका लागि मान्यता प्राप्त शिक्षण संस्थाबाट प्याथोलोजीमा स्नातकोत्तर गरी साइटोजेनेटिक्समा कम्तीमा १ वर्षको क्लिनिकल फेलोसिप गरेको वा सो सरहको उपाधि प्राप्त गरेको । xyxy=(692,227,1304,255)
table-cell: १ (एक) xyxy=(586,705,654,726)
table-row xyxy=(19,334,654,355)
notice-banner: खुला/समावेशी प्रतियोगितात्मक लिखित परीक्षाको विज्ञापन सम्बन्धी सूचना xyxy=(18,112,654,148)
right-section-paragraph: १३. विविध: xyxy=(668,1212,715,1225)
table-cell: ६३/२०७९-८० xyxy=(44,621,136,642)
table-cell xyxy=(304,1300,526,1321)
table-cell: २१ xyxy=(19,746,45,767)
table-cell: १ (एक) xyxy=(586,600,654,621)
table-cell: १५ xyxy=(19,621,45,642)
table-cell: १ (एक) xyxy=(586,539,654,560)
table-row xyxy=(19,1464,654,1485)
table-cell: प्राविधिक, फार्मेसी, फार्मेसी xyxy=(304,1033,526,1054)
table-cell: अपाङ्ग xyxy=(526,1300,586,1321)
col-header: क्र. सं. xyxy=(19,299,45,334)
table-cell: १ (एक) xyxy=(586,334,654,355)
table-cell xyxy=(136,1300,284,1321)
table-cell: ६१/२०७९-८० xyxy=(44,580,136,601)
table-cell: ७९/२०७९-८० xyxy=(44,951,136,972)
table-cell: प्रशासन सहायक xyxy=(136,1402,284,1423)
left-section-paragraph: ८. लिखित परीक्षा मिति: लोक सेवा आयोगबाट विज्ञापन प्रकाशन भए पछि जानकारी गराइनेछ । xyxy=(18,1948,373,1961)
table-cell: २० xyxy=(19,726,45,747)
table-cell: खुला xyxy=(526,518,586,539)
table-cell: प्राविधिक, सर्जरी, अर्थोपेडिक्स एण्ड अर्थोप्लास्टी xyxy=(304,375,526,396)
table-cell: ५५/२०७९-८० xyxy=(44,457,136,478)
table-cell: ५ xyxy=(284,1115,304,1136)
table-cell: ४ xyxy=(19,395,45,416)
right-sections xyxy=(668,8,1304,1434)
signature-title: सदस्य सचिव xyxy=(1222,2545,1274,2558)
table-cell: ९१/२०७९-८० xyxy=(44,1197,136,1218)
table-cell: २ (दुई) xyxy=(586,457,654,478)
